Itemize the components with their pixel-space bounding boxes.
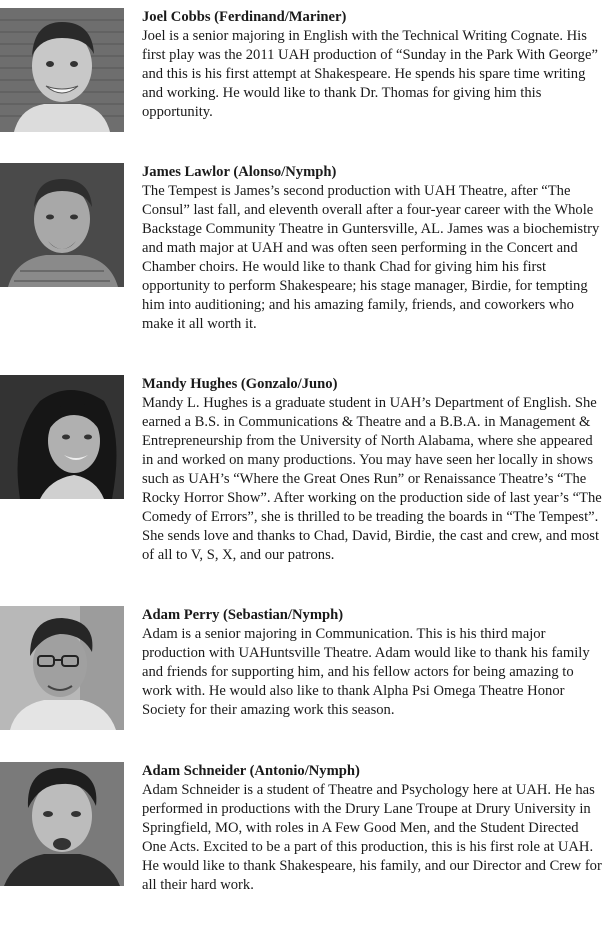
actor-name: Mandy Hughes (Gonzalo/Juno): [142, 376, 338, 392]
bio-text-block: [142, 8, 604, 122]
actor-name: James Lawlor (Alonso/Nymph): [142, 164, 337, 180]
bio-text-block: [142, 375, 604, 565]
bio-paragraph: Adam is a senior majoring in Communication. This is his third major production with UAHuntsville Theatre. Adam would like to thank his family and friends for supporting him, and his fellow actors for being amazing to work with. He would also like to thank Alpha Psi Omega Theatre Honor Society for their amazing work this season.: [142, 626, 590, 718]
bio-paragraph: Adam Schneider is a student of Theatre and Psychology here at UAH. He has performed in productions with the Drury Lane Troupe at Drury University in Springfield, MO, with roles in A Few Good Men, and the Student Directed One Acts. Excited to be a part of this production, this is his first role at UAH. He would like to thank Shakespeare, his family, and our Director and Crew for all their hard work.: [142, 782, 602, 893]
headshot-photo: [0, 762, 124, 886]
headshot-photo: [0, 8, 124, 132]
actor-name: Adam Perry (Sebastian/Nymph): [142, 607, 344, 623]
headshot-photo: [0, 163, 124, 287]
bio-text-block: [142, 163, 604, 334]
bio-paragraph: Mandy L. Hughes is a graduate student in UAH’s Department of English. She earned a B.S. in Communications & Theatre and a B.B.A. in Management & Entrepreneurship from the University of North Alabama, where she appeared in and worked on many productions. You may have seen her locally in shows such as UAH’s “Where the Great Ones Run” or Renaissance Theatre’s “The Rocky Horror Show”. After working on the production side of last year’s “The Comedy of Errors”, she is thrilled to be treading the boards in “The Tempest”. She sends love and thanks to Chad, David, Birdie, the cast and crew, and most of all to V, S, X, and our patrons.: [142, 395, 602, 563]
bio-text-block: [142, 762, 604, 895]
headshot-photo: [0, 606, 124, 730]
actor-name: Adam Schneider (Antonio/Nymph): [142, 763, 360, 779]
bio-paragraph: Joel is a senior majoring in English with the Technical Writing Cognate. His first play was the 2011 UAH production of “Sunday in the Park With George” and this is his first attempt at Shakespeare. He spends his spare time writing and working. He would like to thank Dr. Thomas for giving him this opportunity.: [142, 28, 598, 120]
bio-text-block: [142, 606, 604, 720]
bio-paragraph: The Tempest is James’s second production with UAH Theatre, after “The Consul” last fall, and eleventh overall after a four-year career with the Whole Backstage Community Theatre in Guntersville, AL. James was a biochemistry and math major at UAH and was often seen performing in the Concert and Chamber choirs. He would like to thank Chad for giving him his first opportunity to perform Shakespeare; his stage manager, Birdie, for tempting him into auditioning; and his amazing family, friends, and coworkers who make it all worth it.: [142, 183, 600, 332]
headshot-photo: [0, 375, 124, 499]
actor-name: Joel Cobbs (Ferdinand/Mariner): [142, 9, 347, 25]
